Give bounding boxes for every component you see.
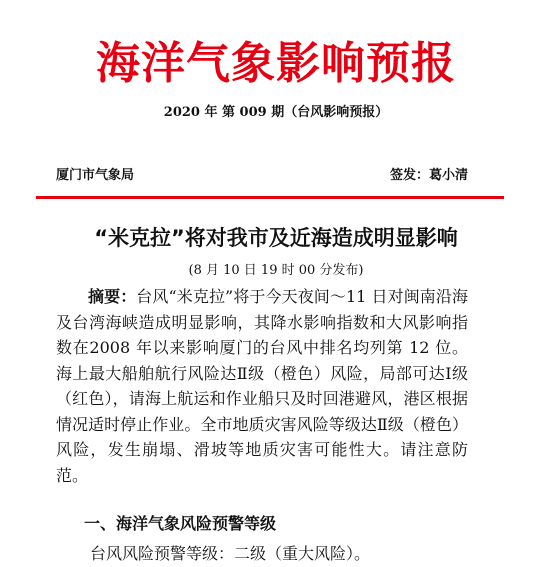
- section-heading: 一、海洋气象风险预警等级: [84, 514, 277, 533]
- issuer-row: [56, 164, 468, 183]
- issue-line: 2020 年 第 009 期（台风影响预报）: [163, 105, 389, 120]
- masthead-title: 海洋气象影响预报: [96, 38, 456, 89]
- signoff: 签发：葛小清: [389, 168, 468, 183]
- abstract-text: 台风“米克拉”将于今天夜间～11 日对闽南沿海及台湾海峡造成明显影响，其降水影响指数和大风影响指数在2008 年以来影响厦门的台风中排名均列第 12 位。海上最大船舶航行风险达Ⅱ级（橙色）风险，局部可达Ⅰ级（红色），请海上航运和作业船只及时回港避风，港区根据情况适时停止作业。全市地质灾害风险等级达Ⅱ级（橙色）风险，发生崩塌、滑坡等地质灾害可能性大。请注意防范。: [56, 287, 468, 485]
- issuer-name: 厦门市气象局: [56, 168, 135, 183]
- warning-level-text: 台风风险预警等级：二级（重大风险）。: [90, 544, 371, 563]
- headline: “米克拉”将对我市及近海造成明显影响: [94, 226, 458, 250]
- publish-time: (8 月 10 日 19 时 00 分发布): [188, 263, 364, 278]
- red-divider: [36, 196, 504, 199]
- abstract-label: 摘要：: [88, 287, 137, 306]
- abstract-paragraph: [56, 284, 468, 488]
